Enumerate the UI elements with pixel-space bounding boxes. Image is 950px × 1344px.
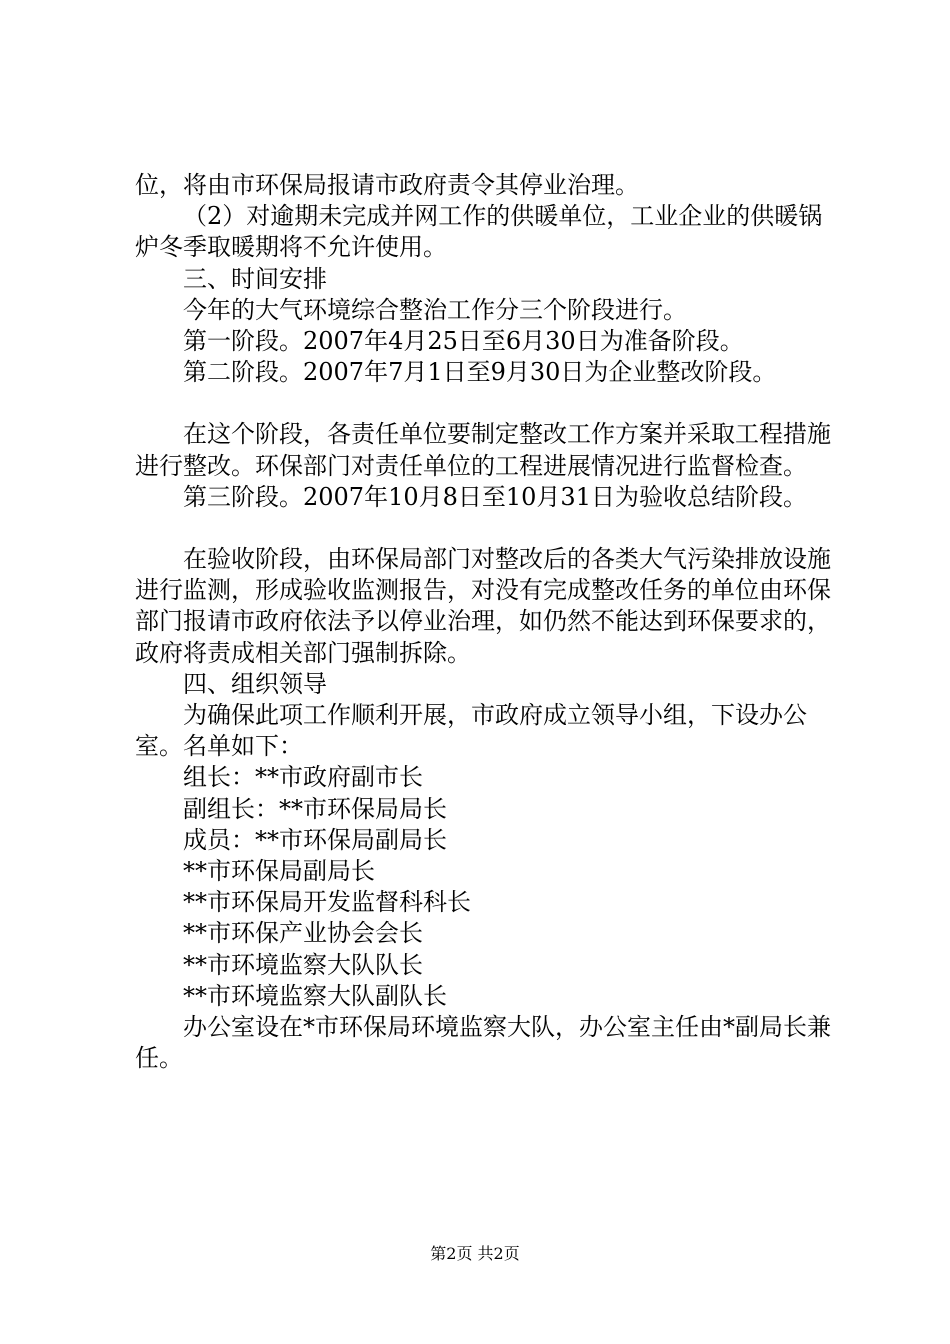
paragraph-organization-intro: 为确保此项工作顺利开展，市政府成立领导小组，下设办公室。名单如下： [135,701,807,761]
roster-leader: 组长：**市政府副市长 [183,763,423,792]
paragraph-phase-1: 第一阶段。2007年4月25日至6月30日为准备阶段。 [183,327,744,356]
roster-member: **市环保局开发监督科科长 [183,888,471,917]
document-body [135,170,835,1074]
section-heading-schedule: 三、时间安排 [183,264,327,293]
paragraph-schedule-intro: 今年的大气环境综合整治工作分三个阶段进行。 [183,295,687,324]
roster-member: **市环境监察大队副队长 [183,981,447,1010]
roster-member: **市环保产业协会会长 [183,919,423,948]
paragraph-phase-2: 第二阶段。2007年7月1日至9月30日为企业整改阶段。 [183,358,777,387]
roster-member: **市环保局副局长 [183,857,375,886]
paragraph-phase-3-detail: 在验收阶段，由环保局部门对整改后的各类大气污染排放设施进行监测，形成验收监测报告，对没有完成整改任务的单位由环保部门报请市政府依法予以停业治理，如仍然不能达到环保要求的，政府将责成相关部门强制拆除。 [135,545,831,667]
roster-member: **市环境监察大队队长 [183,950,423,979]
section-heading-organization: 四、组织领导 [183,669,327,698]
roster-member: 成员：**市环保局副局长 [183,825,447,854]
paragraph-office: 办公室设在*市环保局环境监察大队，办公室主任由*副局长兼任。 [135,1013,831,1073]
paragraph-continuation: 位，将由市环保局报请市政府责令其停业治理。 [135,171,639,199]
paragraph-item-2: （2）对逾期未完成并网工作的供暖单位，工业企业的供暖锅炉冬季取暖期将不允许使用。 [135,202,823,262]
paragraph-phase-3: 第三阶段。2007年10月8日至10月31日为验收总结阶段。 [183,482,807,511]
paragraph-phase-2-detail: 在这个阶段，各责任单位要制定整改工作方案并采取工程措施进行整改。环保部门对责任单位的工程进展情况进行监督检查。 [135,420,831,480]
page-footer: 第2页 共2页 [430,1244,520,1263]
roster-deputy-leader: 副组长：**市环保局局长 [183,794,447,823]
